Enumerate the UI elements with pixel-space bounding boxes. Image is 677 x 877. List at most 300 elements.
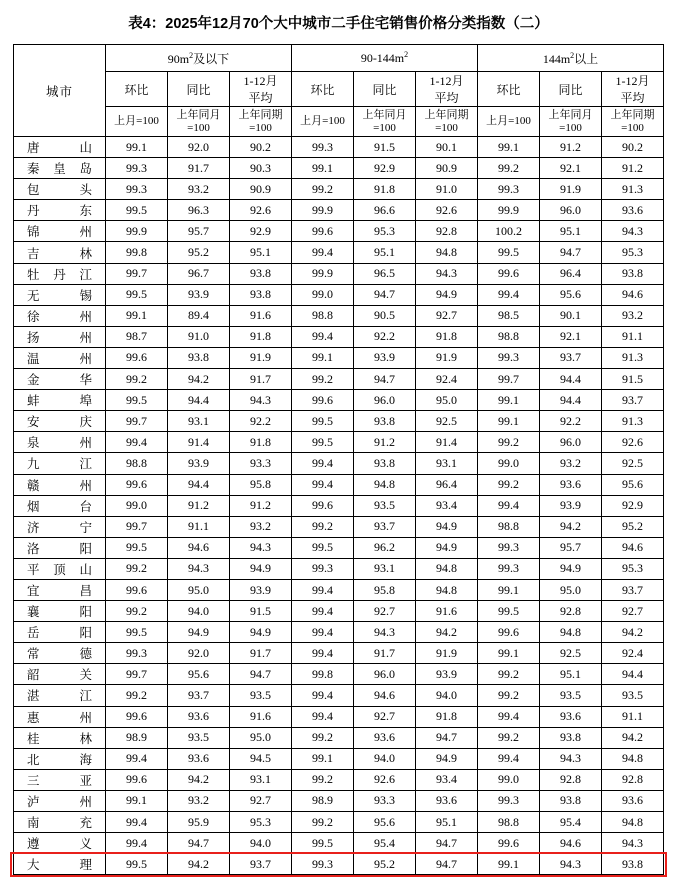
row-value-cell: 99.4 <box>105 432 167 453</box>
row-city-name <box>13 453 105 474</box>
row-value-cell: 99.4 <box>291 453 353 474</box>
city-label: 九江 <box>26 457 92 472</box>
row-value-cell: 96.0 <box>353 390 415 411</box>
row-city-name <box>13 664 105 685</box>
row-value-cell: 99.5 <box>478 601 540 622</box>
row-value-cell: 99.5 <box>105 390 167 411</box>
row-value-cell: 99.2 <box>105 685 167 706</box>
city-label: 三亚 <box>26 773 92 788</box>
row-value-cell: 94.9 <box>540 558 602 579</box>
row-value-cell: 94.3 <box>229 390 291 411</box>
city-label: 烟台 <box>26 499 92 514</box>
row-value-cell: 93.8 <box>229 284 291 305</box>
table-row <box>13 495 663 516</box>
row-value-cell: 99.6 <box>291 495 353 516</box>
row-value-cell: 93.6 <box>540 474 602 495</box>
row-value-cell: 99.4 <box>291 706 353 727</box>
base-header-medium-yoy <box>353 107 415 137</box>
row-value-cell: 99.4 <box>478 284 540 305</box>
row-value-cell: 99.4 <box>478 748 540 769</box>
row-value-cell: 91.3 <box>602 347 664 368</box>
row-value-cell: 99.4 <box>291 601 353 622</box>
column-group-header-large <box>478 45 664 72</box>
city-label: 金华 <box>26 373 92 388</box>
row-value-cell: 99.2 <box>291 727 353 748</box>
row-city-name <box>13 158 105 179</box>
row-value-cell: 94.4 <box>540 369 602 390</box>
row-value-cell: 94.9 <box>415 748 477 769</box>
row-value-cell: 91.6 <box>229 706 291 727</box>
row-value-cell: 93.7 <box>602 579 664 600</box>
row-value-cell: 93.9 <box>167 453 229 474</box>
row-value-cell: 92.8 <box>540 769 602 790</box>
row-value-cell: 96.5 <box>353 263 415 284</box>
column-header-large-yoy: 同比 <box>540 72 602 107</box>
row-value-cell: 99.1 <box>291 347 353 368</box>
row-value-cell: 90.1 <box>415 137 477 158</box>
row-value-cell: 99.2 <box>291 179 353 200</box>
base-avg-line1: 上年同期 <box>424 109 469 122</box>
city-label: 泉州 <box>26 436 92 451</box>
row-value-cell: 89.4 <box>167 305 229 326</box>
row-value-cell: 93.5 <box>229 685 291 706</box>
row-value-cell: 90.2 <box>602 137 664 158</box>
row-value-cell: 94.7 <box>167 833 229 854</box>
base-avg-line2: =100 <box>249 121 272 134</box>
row-value-cell: 94.4 <box>167 474 229 495</box>
row-value-cell: 94.3 <box>415 263 477 284</box>
row-value-cell: 91.6 <box>415 601 477 622</box>
row-value-cell: 93.2 <box>540 453 602 474</box>
group-label-medium-sup: 2 <box>404 49 409 59</box>
row-value-cell: 92.7 <box>353 706 415 727</box>
row-value-cell: 99.3 <box>291 854 353 875</box>
row-value-cell: 98.8 <box>291 305 353 326</box>
row-value-cell: 99.1 <box>478 579 540 600</box>
group-label-large-pre: 144m <box>542 51 571 66</box>
row-value-cell: 91.4 <box>167 432 229 453</box>
row-value-cell: 99.0 <box>478 453 540 474</box>
city-label: 宜昌 <box>26 584 92 599</box>
row-value-cell: 99.5 <box>105 200 167 221</box>
row-value-cell: 95.0 <box>229 727 291 748</box>
base-header-large-mom: 上月=100 <box>478 107 540 137</box>
row-value-cell: 91.9 <box>229 347 291 368</box>
city-label: 韶关 <box>26 668 92 683</box>
row-value-cell: 91.2 <box>229 495 291 516</box>
row-value-cell: 99.3 <box>291 137 353 158</box>
row-city-name <box>13 579 105 600</box>
row-city-name <box>13 643 105 664</box>
row-value-cell: 91.9 <box>415 347 477 368</box>
base-avg-line2: =100 <box>621 121 644 134</box>
row-value-cell: 93.2 <box>229 516 291 537</box>
row-value-cell: 99.0 <box>105 495 167 516</box>
row-value-cell: 94.2 <box>415 622 477 643</box>
table-row <box>13 537 663 558</box>
row-value-cell: 99.1 <box>105 790 167 811</box>
row-value-cell: 99.2 <box>478 474 540 495</box>
row-value-cell: 91.0 <box>415 179 477 200</box>
header-row-groups <box>13 45 663 72</box>
row-value-cell: 92.1 <box>540 158 602 179</box>
row-city-name <box>13 369 105 390</box>
row-city-name <box>13 347 105 368</box>
row-value-cell: 94.2 <box>167 369 229 390</box>
row-value-cell: 99.4 <box>291 622 353 643</box>
row-value-cell: 93.8 <box>229 263 291 284</box>
row-value-cell: 99.5 <box>105 284 167 305</box>
row-value-cell: 91.1 <box>602 326 664 347</box>
row-value-cell: 94.7 <box>229 664 291 685</box>
row-value-cell: 93.9 <box>229 579 291 600</box>
row-value-cell: 92.9 <box>229 221 291 242</box>
row-value-cell: 99.4 <box>291 242 353 263</box>
row-value-cell: 94.9 <box>229 558 291 579</box>
row-value-cell: 96.0 <box>353 664 415 685</box>
row-city-name <box>13 474 105 495</box>
city-label: 常德 <box>26 647 92 662</box>
row-value-cell: 92.2 <box>229 411 291 432</box>
row-value-cell: 99.7 <box>105 664 167 685</box>
base-header-small-yoy <box>167 107 229 137</box>
row-value-cell: 95.2 <box>167 242 229 263</box>
row-value-cell: 99.7 <box>478 369 540 390</box>
row-value-cell: 96.4 <box>540 263 602 284</box>
table-head <box>13 45 663 137</box>
table-row <box>13 326 663 347</box>
row-value-cell: 93.3 <box>229 453 291 474</box>
table-row <box>13 137 663 158</box>
row-value-cell: 94.3 <box>602 833 664 854</box>
table-row <box>13 812 663 833</box>
row-value-cell: 95.3 <box>602 242 664 263</box>
city-label: 襄阳 <box>26 605 92 620</box>
base-avg-line1: 上年同期 <box>238 109 283 122</box>
column-group-header-medium <box>291 45 477 72</box>
row-city-name <box>13 242 105 263</box>
row-value-cell: 92.8 <box>602 769 664 790</box>
table-body <box>13 137 663 875</box>
row-value-cell: 93.1 <box>229 769 291 790</box>
row-value-cell: 99.6 <box>105 347 167 368</box>
page-title: 表4：2025年12月70个大中城市二手住宅销售价格分类指数（二） <box>128 16 549 32</box>
table-row <box>13 579 663 600</box>
city-label: 平顶山 <box>26 562 92 577</box>
row-value-cell: 92.7 <box>229 790 291 811</box>
row-value-cell: 99.1 <box>478 643 540 664</box>
base-yoy-line1: 上年同月 <box>362 109 407 122</box>
row-value-cell: 99.4 <box>291 579 353 600</box>
row-value-cell: 92.4 <box>415 369 477 390</box>
row-value-cell: 94.2 <box>167 769 229 790</box>
row-value-cell: 99.6 <box>291 221 353 242</box>
table-row <box>13 242 663 263</box>
row-value-cell: 91.0 <box>167 326 229 347</box>
row-value-cell: 94.7 <box>540 242 602 263</box>
row-value-cell: 99.4 <box>478 706 540 727</box>
row-value-cell: 95.1 <box>540 664 602 685</box>
row-value-cell: 93.7 <box>602 390 664 411</box>
row-value-cell: 93.6 <box>415 790 477 811</box>
table-row <box>13 664 663 685</box>
row-city-name <box>13 326 105 347</box>
row-value-cell: 93.4 <box>415 769 477 790</box>
row-value-cell: 96.7 <box>167 263 229 284</box>
row-value-cell: 91.7 <box>167 158 229 179</box>
base-header-large-yoy <box>540 107 602 137</box>
row-value-cell: 94.2 <box>540 516 602 537</box>
row-value-cell: 99.6 <box>105 474 167 495</box>
row-city-name <box>13 200 105 221</box>
row-value-cell: 92.7 <box>415 305 477 326</box>
row-value-cell: 99.2 <box>291 369 353 390</box>
city-label: 锦州 <box>26 225 92 240</box>
row-value-cell: 92.9 <box>602 495 664 516</box>
row-value-cell: 95.0 <box>415 390 477 411</box>
table-row <box>13 622 663 643</box>
row-value-cell: 95.6 <box>167 664 229 685</box>
row-value-cell: 99.2 <box>478 727 540 748</box>
row-value-cell: 94.9 <box>415 284 477 305</box>
row-city-name <box>13 432 105 453</box>
row-value-cell: 95.0 <box>540 579 602 600</box>
city-label: 大理 <box>26 858 92 873</box>
row-value-cell: 95.7 <box>167 221 229 242</box>
row-value-cell: 92.1 <box>540 326 602 347</box>
row-value-cell: 94.0 <box>229 833 291 854</box>
row-value-cell: 99.6 <box>478 263 540 284</box>
row-value-cell: 99.7 <box>105 263 167 284</box>
base-header-medium-avg <box>415 107 477 137</box>
row-value-cell: 95.4 <box>353 833 415 854</box>
row-value-cell: 95.8 <box>353 579 415 600</box>
column-header-small-yoy: 同比 <box>167 72 229 107</box>
row-value-cell: 93.5 <box>167 727 229 748</box>
row-value-cell: 93.8 <box>353 453 415 474</box>
city-label: 丹东 <box>26 204 92 219</box>
city-label: 南充 <box>26 816 92 831</box>
row-value-cell: 94.3 <box>229 537 291 558</box>
row-value-cell: 99.1 <box>291 158 353 179</box>
row-value-cell: 95.7 <box>540 537 602 558</box>
row-value-cell: 99.3 <box>478 179 540 200</box>
row-city-name <box>13 790 105 811</box>
row-value-cell: 93.7 <box>229 854 291 875</box>
row-value-cell: 92.4 <box>602 643 664 664</box>
row-value-cell: 94.9 <box>229 622 291 643</box>
row-value-cell: 99.2 <box>291 769 353 790</box>
row-value-cell: 93.5 <box>353 495 415 516</box>
row-value-cell: 99.1 <box>291 748 353 769</box>
avg-label-line1: 1-12月 <box>429 74 464 88</box>
row-value-cell: 99.3 <box>478 537 540 558</box>
row-value-cell: 98.8 <box>105 453 167 474</box>
row-city-name <box>13 284 105 305</box>
row-value-cell: 91.8 <box>415 326 477 347</box>
row-value-cell: 93.7 <box>353 516 415 537</box>
row-value-cell: 95.6 <box>602 474 664 495</box>
row-value-cell: 93.6 <box>167 748 229 769</box>
row-value-cell: 93.3 <box>353 790 415 811</box>
table-row <box>13 158 663 179</box>
row-value-cell: 91.7 <box>353 643 415 664</box>
row-city-name <box>13 411 105 432</box>
row-value-cell: 93.9 <box>415 664 477 685</box>
row-value-cell: 99.5 <box>105 622 167 643</box>
row-value-cell: 91.7 <box>229 369 291 390</box>
city-label: 包头 <box>26 183 92 198</box>
row-value-cell: 95.6 <box>540 284 602 305</box>
row-value-cell: 91.9 <box>540 179 602 200</box>
column-group-header-small <box>105 45 291 72</box>
row-value-cell: 93.8 <box>602 263 664 284</box>
row-value-cell: 90.9 <box>229 179 291 200</box>
row-value-cell: 94.3 <box>167 558 229 579</box>
city-label: 济宁 <box>26 520 92 535</box>
row-value-cell: 99.3 <box>105 179 167 200</box>
row-value-cell: 95.2 <box>353 854 415 875</box>
column-header-city: 城市 <box>13 45 105 137</box>
row-value-cell: 92.7 <box>602 601 664 622</box>
row-value-cell: 94.6 <box>540 833 602 854</box>
table-row <box>13 790 663 811</box>
row-value-cell: 98.8 <box>478 516 540 537</box>
row-value-cell: 91.2 <box>540 137 602 158</box>
row-value-cell: 94.9 <box>415 516 477 537</box>
row-city-name <box>13 854 105 875</box>
group-label-medium-pre: 90-144m <box>360 50 405 65</box>
row-city-name <box>13 622 105 643</box>
row-value-cell: 93.9 <box>167 284 229 305</box>
row-value-cell: 99.2 <box>105 369 167 390</box>
row-value-cell: 93.6 <box>602 790 664 811</box>
row-value-cell: 94.3 <box>353 622 415 643</box>
row-value-cell: 91.1 <box>167 516 229 537</box>
table-row <box>13 390 663 411</box>
row-value-cell: 99.7 <box>105 516 167 537</box>
city-label: 秦皇岛 <box>26 162 92 177</box>
row-value-cell: 92.2 <box>540 411 602 432</box>
row-value-cell: 99.6 <box>478 622 540 643</box>
city-label: 温州 <box>26 351 92 366</box>
base-header-small-mom: 上月=100 <box>105 107 167 137</box>
row-value-cell: 99.8 <box>291 664 353 685</box>
row-value-cell: 99.9 <box>478 200 540 221</box>
row-value-cell: 94.6 <box>602 537 664 558</box>
row-value-cell: 94.9 <box>167 622 229 643</box>
table-row <box>13 221 663 242</box>
row-value-cell: 94.0 <box>353 748 415 769</box>
avg-label-line2: 平均 <box>434 91 459 105</box>
base-avg-line2: =100 <box>435 121 458 134</box>
row-value-cell: 95.3 <box>602 558 664 579</box>
row-value-cell: 99.7 <box>105 411 167 432</box>
row-city-name <box>13 263 105 284</box>
column-header-small-mom: 环比 <box>105 72 167 107</box>
row-value-cell: 92.7 <box>353 601 415 622</box>
row-value-cell: 92.8 <box>540 601 602 622</box>
row-value-cell: 99.2 <box>291 516 353 537</box>
city-label: 徐州 <box>26 309 92 324</box>
row-value-cell: 94.6 <box>353 685 415 706</box>
row-value-cell: 99.5 <box>291 833 353 854</box>
row-value-cell: 98.5 <box>478 305 540 326</box>
row-value-cell: 90.2 <box>229 137 291 158</box>
row-value-cell: 95.6 <box>353 812 415 833</box>
group-label-small-pre: 90m <box>167 51 190 66</box>
row-value-cell: 98.9 <box>105 727 167 748</box>
row-value-cell: 90.1 <box>540 305 602 326</box>
row-value-cell: 99.1 <box>478 854 540 875</box>
row-city-name <box>13 179 105 200</box>
row-value-cell: 93.6 <box>540 706 602 727</box>
row-value-cell: 99.6 <box>478 833 540 854</box>
row-value-cell: 95.1 <box>540 221 602 242</box>
row-value-cell: 92.0 <box>167 643 229 664</box>
avg-label-line1: 1-12月 <box>243 74 278 88</box>
city-label: 惠州 <box>26 710 92 725</box>
row-value-cell: 96.2 <box>353 537 415 558</box>
row-value-cell: 91.8 <box>353 179 415 200</box>
row-city-name <box>13 305 105 326</box>
row-value-cell: 95.1 <box>415 812 477 833</box>
row-value-cell: 93.4 <box>415 495 477 516</box>
row-value-cell: 94.2 <box>602 727 664 748</box>
row-value-cell: 99.4 <box>105 812 167 833</box>
column-header-medium-yoy: 同比 <box>353 72 415 107</box>
table-row <box>13 453 663 474</box>
base-yoy-line2: =100 <box>187 121 210 134</box>
row-value-cell: 90.5 <box>353 305 415 326</box>
row-value-cell: 99.4 <box>105 748 167 769</box>
row-value-cell: 99.3 <box>478 790 540 811</box>
row-value-cell: 99.6 <box>105 769 167 790</box>
row-value-cell: 91.2 <box>167 495 229 516</box>
city-label: 岳阳 <box>26 626 92 641</box>
table-row <box>13 411 663 432</box>
row-value-cell: 92.6 <box>602 432 664 453</box>
row-value-cell: 94.8 <box>415 242 477 263</box>
row-value-cell: 99.5 <box>291 432 353 453</box>
table-row <box>13 727 663 748</box>
row-value-cell: 99.3 <box>291 558 353 579</box>
row-value-cell: 100.2 <box>478 221 540 242</box>
city-label: 遵义 <box>26 837 92 852</box>
row-value-cell: 96.0 <box>540 432 602 453</box>
row-value-cell: 92.8 <box>415 221 477 242</box>
row-value-cell: 94.7 <box>415 833 477 854</box>
row-value-cell: 94.8 <box>415 558 477 579</box>
row-city-name <box>13 221 105 242</box>
row-value-cell: 92.6 <box>229 200 291 221</box>
row-city-name <box>13 769 105 790</box>
header-row-bases <box>13 107 663 137</box>
row-value-cell: 93.2 <box>167 179 229 200</box>
row-city-name <box>13 685 105 706</box>
row-value-cell: 99.6 <box>291 390 353 411</box>
row-value-cell: 94.4 <box>167 390 229 411</box>
row-value-cell: 94.3 <box>602 221 664 242</box>
row-value-cell: 93.8 <box>167 347 229 368</box>
table-row <box>13 347 663 368</box>
row-value-cell: 91.2 <box>602 158 664 179</box>
row-value-cell: 94.8 <box>602 748 664 769</box>
row-value-cell: 93.9 <box>540 495 602 516</box>
row-value-cell: 92.2 <box>353 326 415 347</box>
row-city-name <box>13 137 105 158</box>
column-header-medium-mom: 环比 <box>291 72 353 107</box>
